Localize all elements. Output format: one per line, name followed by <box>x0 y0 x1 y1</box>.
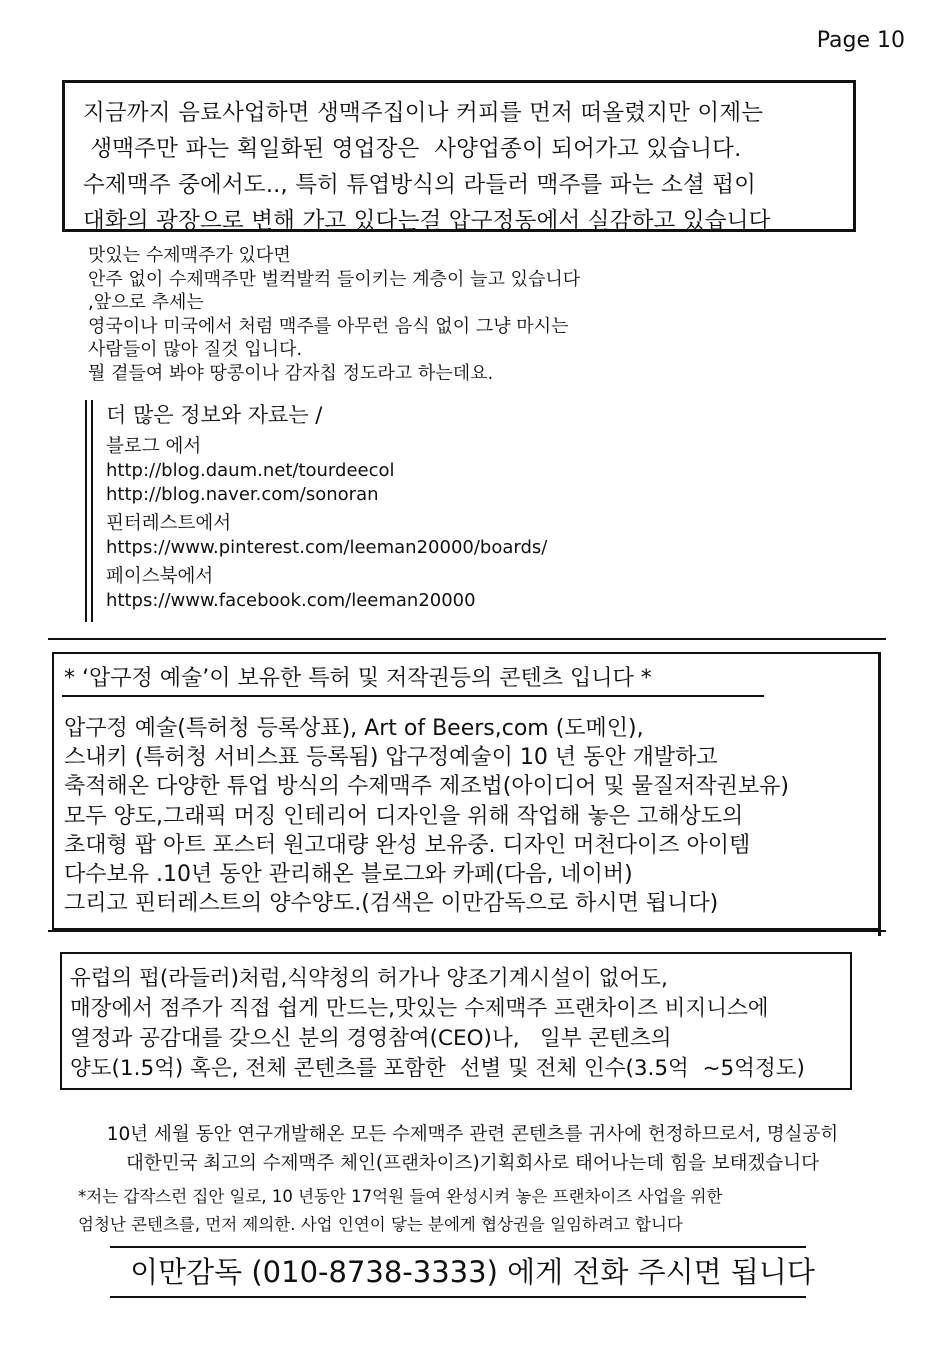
offer-line: 열정과 공감대를 갖으신 분의 경영참여(CEO)나, 일부 콘텐츠의 <box>70 1026 672 1051</box>
blog-link-naver[interactable]: http://blog.naver.com/sonoran <box>106 484 379 505</box>
blog-label: 블로그 에서 <box>106 436 202 457</box>
intro-line: 영국이나 미국에서 처럼 맥주를 아무런 음식 없이 그냥 마시는 <box>88 315 569 337</box>
intro-highlight-box <box>62 80 856 232</box>
contact-rule-bottom <box>110 1296 806 1298</box>
links-title: 더 많은 정보와 자료는 / <box>106 403 323 427</box>
closing-line: 대한민국 최고의 수제맥주 체인(프랜차이즈)기획회사로 태어나는데 힘을 보태겠습니다 <box>125 1153 820 1174</box>
facebook-group <box>106 565 547 613</box>
intro-line: 뭘 곁들여 봐야 땅콩이나 감자칩 정도라고 하는데요. <box>88 362 494 384</box>
page-number: Page 10 <box>816 28 905 53</box>
assets-line: 그리고 핀터레스트의 양수양도.(검색은 이만감독으로 하시면 됩니다) <box>64 891 719 917</box>
box1-line: 지금까지 음료사업하면 생맥주집이나 커피를 먼저 떠올렸지만 이제는 <box>83 100 764 126</box>
box1-line: 대화의 광장으로 변해 가고 있다는걸 압구정동에서 실감하고 있습니다 <box>83 208 771 234</box>
blog-link-daum[interactable]: http://blog.daum.net/tourdeecol <box>106 460 395 481</box>
box1-line: 수제맥주 중에서도.., 특히 튜엽방식의 라들러 맥주를 파는 소셜 펍이 <box>83 172 757 198</box>
assets-line: 압구정 예술(특허청 등록상표), Art of Beers,com (도메인), <box>64 716 644 741</box>
intro-line: 맛있는 수제맥주가 있다면 <box>88 245 291 266</box>
assets-line: 모두 양도,그래픽 머징 인테리어 디자인을 위해 작업해 놓은 고해상도의 <box>64 803 744 829</box>
closing-line: 10년 세월 동안 연구개발해온 모든 수제맥주 관련 콘텐츠를 귀사에 헌정하므로서, 명실공히 <box>106 1124 839 1145</box>
intro-line: ,앞으로 추세는 <box>88 292 204 313</box>
intro-line: 사람들이 많아 질것 입니다. <box>88 339 303 360</box>
pinterest-group <box>106 512 547 560</box>
intro-line: 안주 없이 수제맥주만 벌컥발컥 들이키는 계층이 늘고 있습니다 <box>88 268 581 290</box>
assets-box-shadow <box>878 654 881 936</box>
box1-line: 생맥주만 파는 획일화된 영업장은 사양업종이 되어가고 있습니다. <box>83 136 742 162</box>
assets-line: 다수보유 .10년 동안 관리해온 블로그와 카페(다음, 네이버) <box>64 862 633 888</box>
offer-line: 매장에서 점주가 직접 쉽게 만드는,맛있는 수제맥주 프랜차이즈 비지니스에 <box>70 996 769 1021</box>
assets-line: 초대형 팝 아트 포스터 원고대량 완성 보유중. 디자인 머천다이즈 아이템 <box>64 832 751 858</box>
note-line: *저는 갑작스런 집안 일로, 10 년동안 17억원 들여 완성시켜 놓은 프랜차이즈 사업을 위한 <box>78 1187 723 1206</box>
assets-line: 스내키 (특허청 서비스표 등록됨) 압구정예술이 10 년 동안 개발하고 <box>64 745 718 771</box>
links-section <box>106 400 547 613</box>
closing-statement <box>0 1120 945 1178</box>
offer-box <box>60 952 852 1090</box>
facebook-label: 페이스북에서 <box>106 566 214 587</box>
contact-line: 이만감독 (010-8738-3333) 에게 전화 주시면 됩니다 <box>130 1255 815 1289</box>
offer-line: 양도(1.5억) 혹은, 전체 콘텐츠를 포함한 선별 및 전체 인수(3.5억 ~5억정도) <box>70 1056 805 1081</box>
assets-box-title: * ‘압구정 예술’이 보유한 특허 및 저작권등의 콘텐츠 입니다 * <box>64 666 652 691</box>
assets-box-body <box>64 714 789 918</box>
assets-line: 축적해온 다양한 튜업 방식의 수제맥주 제조법(아이디어 및 물질저작권보유) <box>64 774 789 800</box>
contact-rule-top <box>110 1246 806 1248</box>
facebook-link[interactable]: https://www.facebook.com/leeman20000 <box>106 590 476 611</box>
links-side-bars <box>85 400 93 622</box>
offer-line: 유럽의 펍(라들러)처럼,식약청의 허가나 양조기계시설이 없어도, <box>70 966 668 991</box>
pinterest-label: 핀터레스트에서 <box>106 513 232 534</box>
pinterest-link[interactable]: https://www.pinterest.com/leeman20000/boards/ <box>106 537 548 558</box>
assets-box-bottom-rule <box>48 930 886 932</box>
assets-title-underline <box>62 695 764 697</box>
note-line: 엄청난 콘텐츠를, 먼저 제의한. 사업 인연이 닿는 분에게 협상권을 일임하려고 합니다 <box>78 1215 683 1234</box>
blog-group <box>106 435 547 507</box>
section-divider <box>48 638 886 640</box>
personal-note <box>78 1183 722 1239</box>
intro-paragraph <box>88 244 580 385</box>
